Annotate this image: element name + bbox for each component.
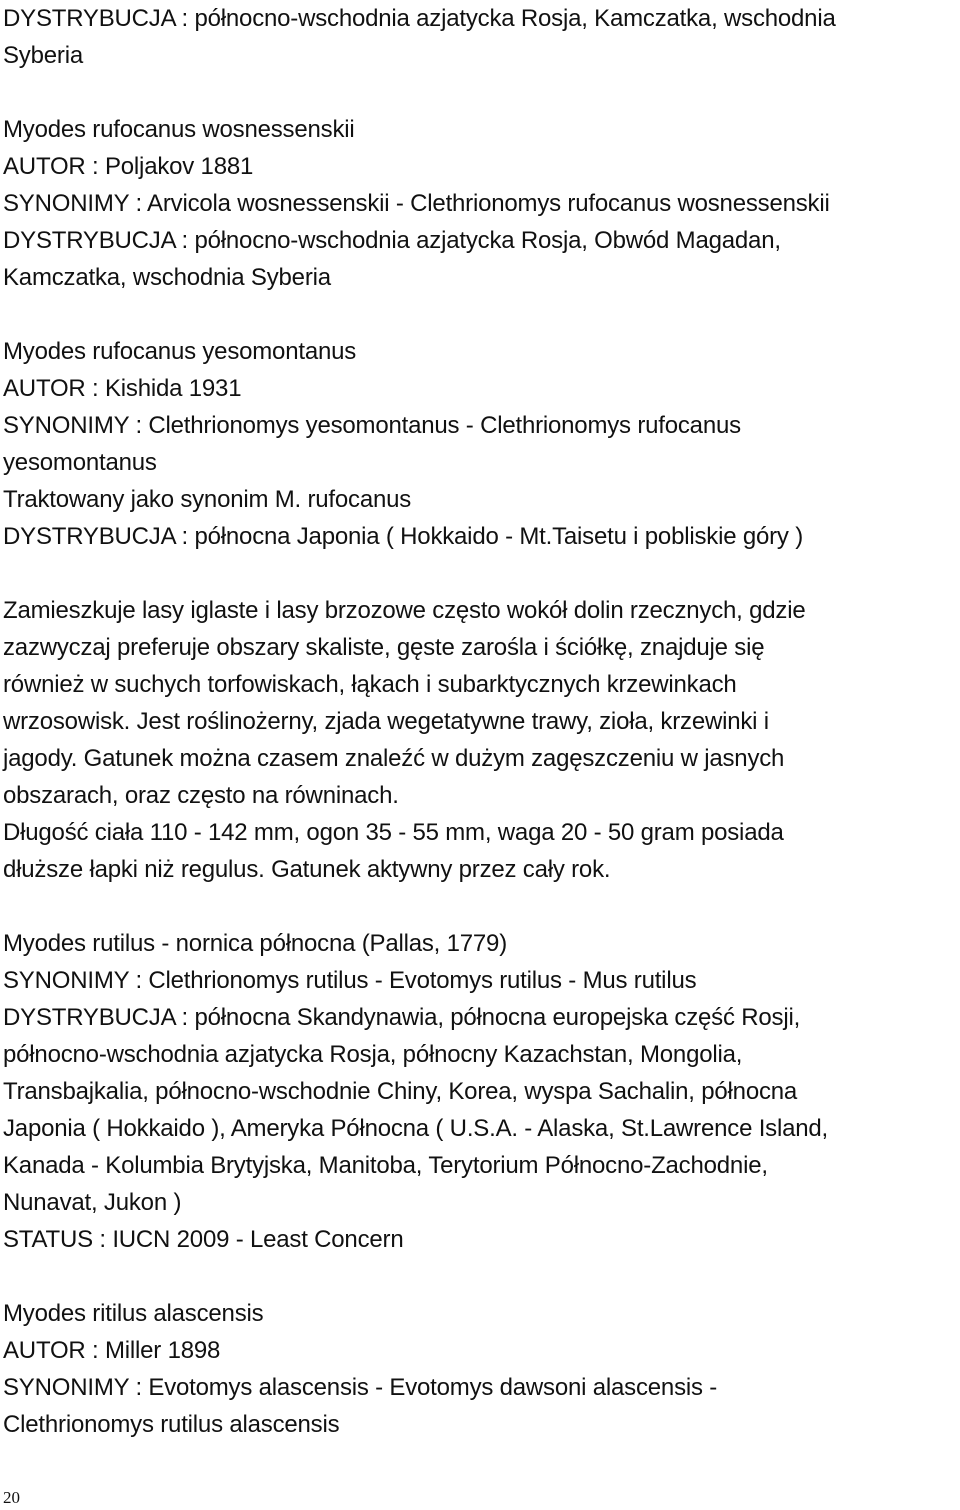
distribution-line: Japonia ( Hokkaido ), Ameryka Północna ( U.S.A. - Alaska, St.Lawrence Island, — [3, 1115, 828, 1142]
distribution-line: DYSTRYBUCJA : północna Japonia ( Hokkaido - Mt.Taisetu i pobliskie góry ) — [3, 523, 803, 550]
species-name: Myodes rutilus - nornica północna (Pallas, 1779) — [3, 930, 507, 957]
distribution-line: północno-wschodnia azjatycka Rosja, północny Kazachstan, Mongolia, — [3, 1041, 743, 1068]
synonyms-line: SYNONIMY : Evotomys alascensis - Evotomys dawsoni alascensis - — [3, 1374, 718, 1401]
author-line: AUTOR : Miller 1898 — [3, 1337, 221, 1364]
species-entry-wosnessenskii — [3, 111, 958, 296]
distribution-line: DYSTRYBUCJA : północno-wschodnia azjatycka Rosja, Obwód Magadan, — [3, 227, 781, 254]
note-line: Traktowany jako synonim M. rufocanus — [3, 486, 412, 513]
synonyms-line: yesomontanus — [3, 449, 157, 476]
description-line: jagody. Gatunek można czasem znaleźć w dużym zagęszczeniu w jasnych — [3, 745, 785, 772]
paragraph-spacer — [3, 296, 958, 333]
description-line: Długość ciała 110 - 142 mm, ogon 35 - 55 mm, waga 20 - 50 gram posiada — [3, 819, 784, 846]
description-line: również w suchych torfowiskach, łąkach i subarktycznych krzewinkach — [3, 671, 737, 698]
paragraph-spacer — [3, 74, 958, 111]
page-number: 20 — [3, 1488, 20, 1507]
paragraph-spacer — [3, 888, 958, 925]
synonyms-line: SYNONIMY : Arvicola wosnessenskii - Clethrionomys rufocanus wosnessenskii — [3, 190, 830, 217]
distribution-line: Nunavat, Jukon ) — [3, 1189, 182, 1216]
text-line: DYSTRYBUCJA : północno-wschodnia azjatycka Rosja, Kamczatka, wschodnia — [3, 5, 836, 32]
paragraph-spacer — [3, 1258, 958, 1295]
text-line: Syberia — [3, 42, 83, 69]
author-line: AUTOR : Kishida 1931 — [3, 375, 242, 402]
species-entry-rutilus — [3, 925, 958, 1258]
synonyms-line: SYNONIMY : Clethrionomys yesomontanus - Clethrionomys rufocanus — [3, 412, 741, 439]
paragraph-spacer — [3, 555, 958, 592]
document-page — [3, 0, 958, 1443]
distribution-block-rufocanus — [3, 0, 958, 74]
habitat-description — [3, 592, 958, 888]
species-name: Myodes ritilus alascensis — [3, 1300, 264, 1327]
synonyms-line: SYNONIMY : Clethrionomys rutilus - Evotomys rutilus - Mus rutilus — [3, 967, 697, 994]
distribution-line: Kanada - Kolumbia Brytyjska, Manitoba, Terytorium Północno-Zachodnie, — [3, 1152, 768, 1179]
distribution-line: DYSTRYBUCJA : północna Skandynawia, północna europejska część Rosji, — [3, 1004, 801, 1031]
species-entry-yesomontanus — [3, 333, 958, 555]
species-name: Myodes rufocanus yesomontanus — [3, 338, 357, 365]
species-name: Myodes rufocanus wosnessenskii — [3, 116, 355, 143]
distribution-line: Transbajkalia, północno-wschodnie Chiny, Korea, wyspa Sachalin, północna — [3, 1078, 798, 1105]
description-line: wrzosowisk. Jest roślinożerny, zjada wegetatywne trawy, zioła, krzewinki i — [3, 708, 769, 735]
description-line: dłuższe łapki niż regulus. Gatunek aktywny przez cały rok. — [3, 856, 611, 883]
author-line: AUTOR : Poljakov 1881 — [3, 153, 254, 180]
description-line: Zamieszkuje lasy iglaste i lasy brzozowe często wokół dolin rzecznych, gdzie — [3, 597, 806, 624]
synonyms-line: Clethrionomys rutilus alascensis — [3, 1411, 340, 1438]
distribution-line: Kamczatka, wschodnia Syberia — [3, 264, 331, 291]
status-line: STATUS : IUCN 2009 - Least Concern — [3, 1226, 404, 1253]
description-line: obszarach, oraz często na równinach. — [3, 782, 399, 809]
species-entry-alascensis — [3, 1295, 958, 1443]
description-line: zazwyczaj preferuje obszary skaliste, gęste zarośla i ściółkę, znajduje się — [3, 634, 765, 661]
